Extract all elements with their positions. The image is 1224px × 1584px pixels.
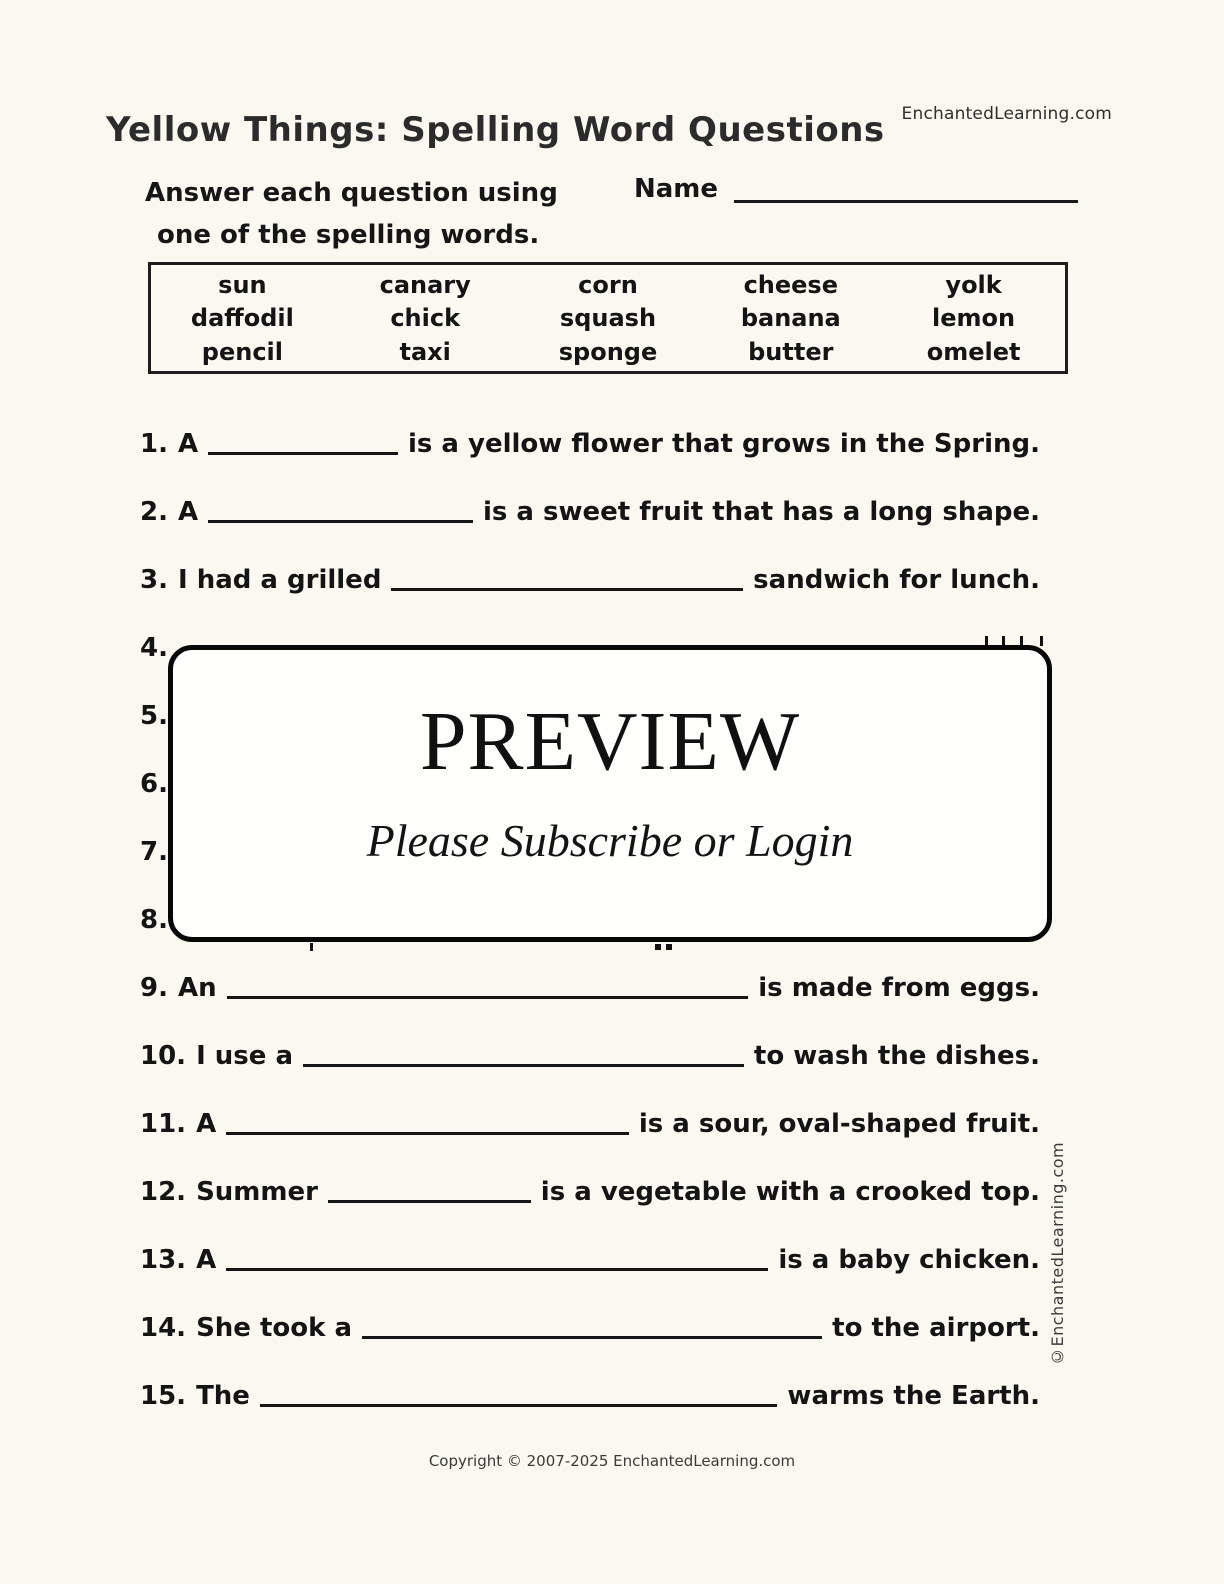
question-number: 12. <box>140 1177 187 1207</box>
question-row <box>140 966 1040 1006</box>
answer-blank-line <box>303 1063 744 1067</box>
hidden-text-fragment <box>310 943 313 951</box>
question-number: 1. <box>140 429 168 459</box>
question-number: 13. <box>140 1245 187 1275</box>
word-bank-word: butter <box>748 337 834 366</box>
page-title: Yellow Things: Spelling Word Questions <box>106 110 885 150</box>
name-label: Name <box>634 174 719 204</box>
question-number: 2. <box>140 497 168 527</box>
word-bank-word: pencil <box>201 337 284 366</box>
word-bank-word: taxi <box>399 337 451 366</box>
question-text-pre: A <box>196 1109 217 1139</box>
question-row <box>140 422 1040 462</box>
question-text-pre: A <box>177 497 199 527</box>
hidden-text-fragment <box>655 944 661 950</box>
answer-blank-line <box>208 519 473 523</box>
answer-blank-line <box>362 1335 822 1339</box>
question-number: 11. <box>140 1109 187 1139</box>
question-text-pre: An <box>177 973 217 1003</box>
name-blank-line <box>734 199 1078 203</box>
word-bank-word: sun <box>218 270 267 299</box>
word-bank-word: omelet <box>926 337 1021 366</box>
question-text-pre: A <box>196 1245 217 1275</box>
answer-blank-line <box>227 995 749 999</box>
question-number: 6. <box>140 769 168 799</box>
question-row <box>140 1170 1040 1210</box>
hidden-text-fragment <box>1040 636 1043 646</box>
instructions-line-2: one of the spelling words. <box>157 220 540 250</box>
question-number: 15. <box>140 1381 187 1411</box>
footer-copyright: Copyright © 2007-2025 EnchantedLearning.com <box>428 1452 796 1470</box>
question-row <box>140 490 1040 530</box>
question-text-pre: Summer <box>196 1177 318 1207</box>
question-number: 5. <box>140 701 168 731</box>
answer-blank-line <box>328 1199 531 1203</box>
site-brand: EnchantedLearning.com <box>901 104 1112 124</box>
word-bank-word: daffodil <box>190 304 294 332</box>
question-text-post: is a baby chicken. <box>778 1245 1040 1275</box>
name-field <box>634 172 1078 206</box>
word-bank-word: squash <box>559 304 657 332</box>
instructions <box>145 172 558 256</box>
question-text-pre: I had a grilled <box>177 565 382 595</box>
preview-title: PREVIEW <box>419 695 801 788</box>
side-credit: ©EnchantedLearning.com <box>1048 1141 1067 1366</box>
question-row <box>140 558 1040 598</box>
question-row <box>140 1034 1040 1074</box>
question-number: 3. <box>140 565 168 595</box>
answer-blank-line <box>226 1267 768 1271</box>
answer-blank-line <box>391 587 743 591</box>
question-text-post: is a sweet fruit that has a long shape. <box>482 497 1040 527</box>
question-number: 10. <box>140 1041 187 1071</box>
question-number: 8. <box>140 905 168 935</box>
word-bank-word: sponge <box>558 337 658 366</box>
question-text-pre: A <box>177 429 199 459</box>
word-bank-word: chick <box>390 304 461 332</box>
question-number: 7. <box>140 837 168 867</box>
question-text-post: is a yellow flower that grows in the Spring. <box>407 429 1040 459</box>
question-text-post: is a vegetable with a crooked top. <box>540 1177 1040 1207</box>
question-text-post: is a sour, oval-shaped fruit. <box>638 1109 1040 1139</box>
question-row <box>140 1102 1040 1142</box>
question-text-post: to the airport. <box>832 1313 1040 1343</box>
question-row <box>140 1374 1040 1414</box>
answer-blank-line <box>208 451 398 455</box>
question-text-pre: I use a <box>196 1041 294 1071</box>
word-bank-word: corn <box>578 270 638 299</box>
answer-blank-line <box>226 1131 629 1135</box>
question-number: 4. <box>140 633 168 663</box>
question-text-pre: She took a <box>196 1313 353 1343</box>
word-bank-word: canary <box>379 270 471 299</box>
question-text-post: to wash the dishes. <box>753 1041 1040 1071</box>
preview-subtitle: Please Subscribe or Login <box>366 815 854 866</box>
instructions-line-1: Answer each question using <box>145 178 558 208</box>
word-bank-word: yolk <box>945 270 1002 299</box>
hidden-text-fragment <box>666 944 672 950</box>
word-bank-word: banana <box>740 304 841 332</box>
word-bank-word: lemon <box>932 304 1016 332</box>
preview-overlay <box>168 645 1052 942</box>
answer-blank-line <box>260 1403 777 1407</box>
question-text-pre: The <box>196 1381 250 1411</box>
question-row <box>140 1306 1040 1346</box>
question-number: 9. <box>140 973 168 1003</box>
question-number: 14. <box>140 1313 187 1343</box>
question-text-post: is made from eggs. <box>758 973 1040 1003</box>
word-bank-word: cheese <box>743 270 838 299</box>
question-text-post: sandwich for lunch. <box>753 565 1040 595</box>
question-text-post: warms the Earth. <box>787 1381 1040 1411</box>
question-row <box>140 1238 1040 1278</box>
word-bank-table <box>148 262 1068 374</box>
